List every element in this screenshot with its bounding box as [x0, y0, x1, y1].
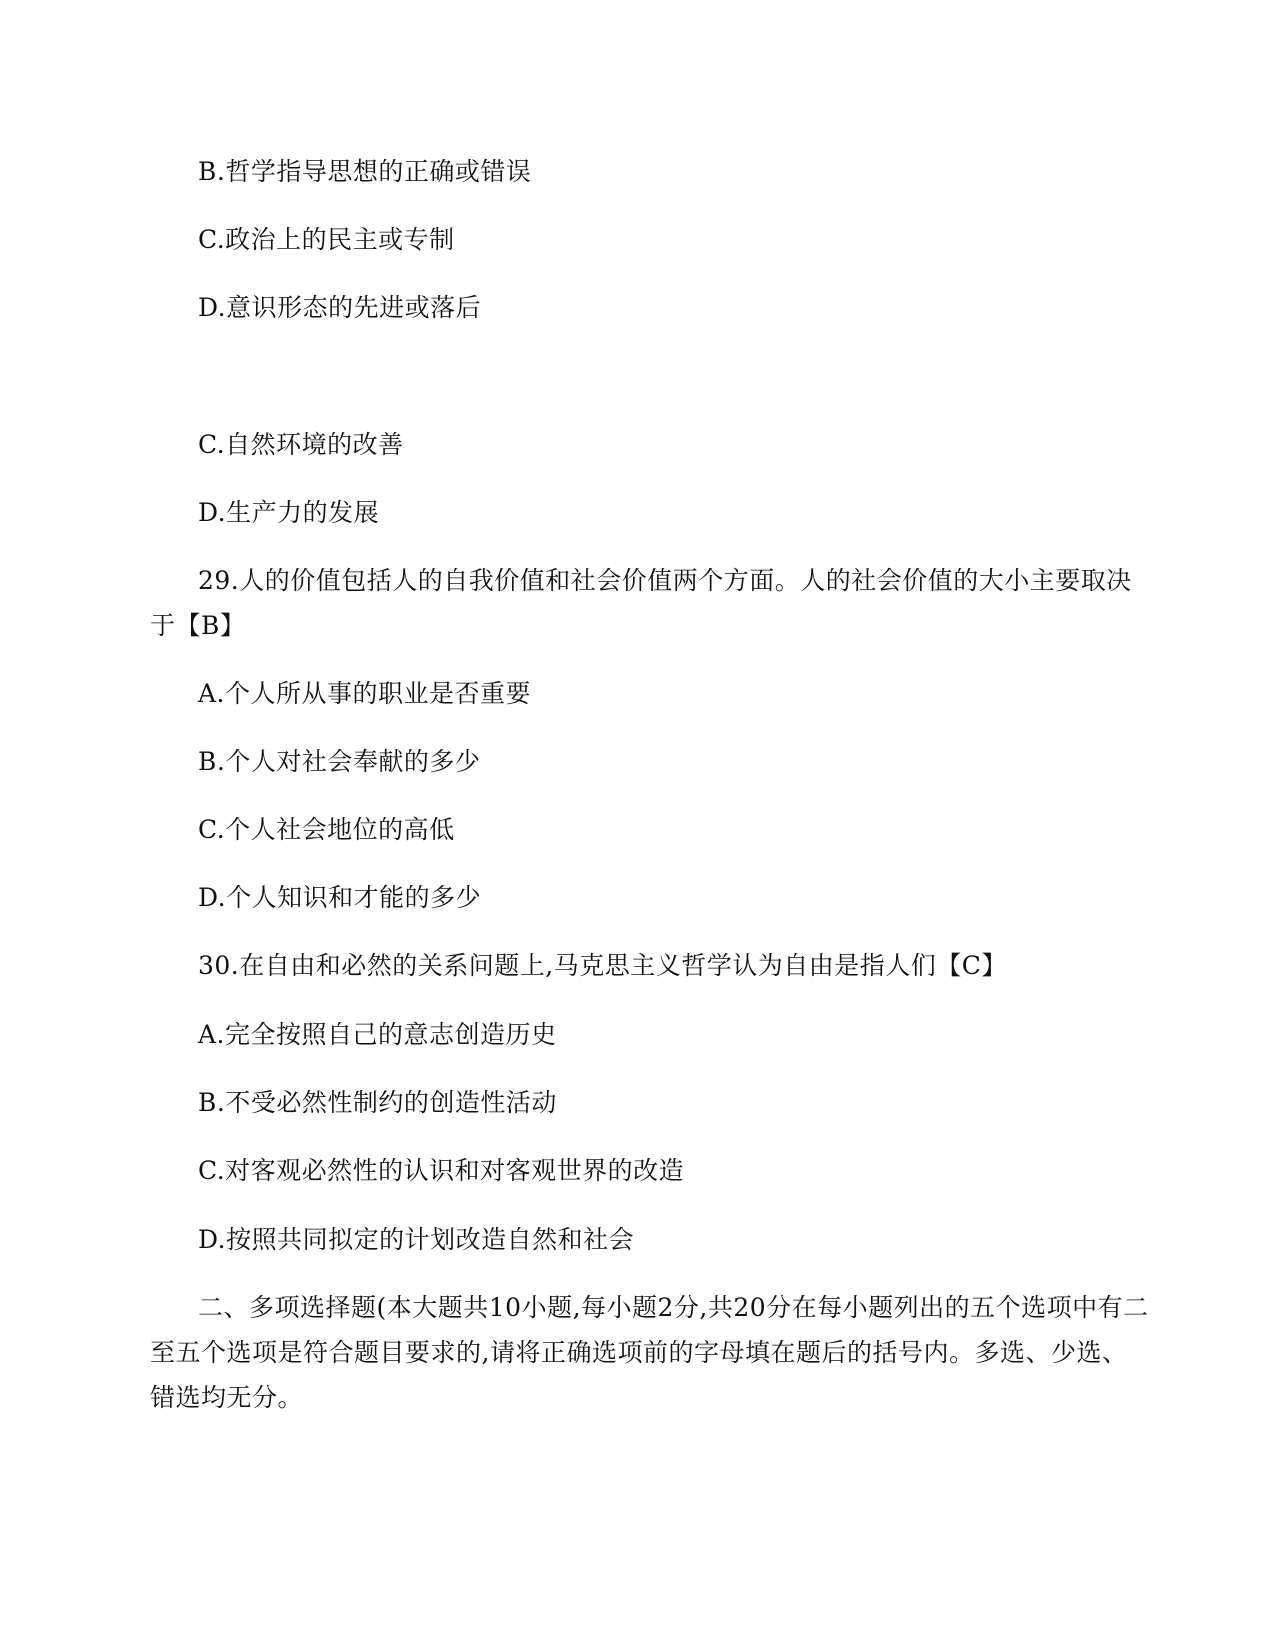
section2-intro-line-2: 至五个选项是符合题目要求的,请将正确选项前的字母填在题后的括号内。多选、少选、 [150, 1338, 1128, 1367]
q30-option-c: C.对客观必然性的认识和对客观世界的改造 [198, 1156, 685, 1185]
q29-option-a: A.个人所从事的职业是否重要 [198, 679, 532, 708]
q28-option-c: C.政治上的民主或专制 [198, 225, 455, 254]
q29-question-line-1: 29.人的价值包括人的自我价值和社会价值两个方面。人的社会价值的大小主要取决 [198, 566, 1132, 595]
section2-intro-line-1: 二、多项选择题(本大题共10小题,每小题2分,共20分在每小题列出的五个选项中有二 [198, 1293, 1149, 1322]
prev-option-c: C.自然环境的改善 [198, 430, 404, 459]
q30-option-b: B.不受必然性制约的创造性活动 [198, 1088, 557, 1117]
q30-option-a: A.完全按照自己的意志创造历史 [198, 1020, 557, 1049]
q29-question-line-2: 于【B】 [150, 611, 246, 640]
q28-option-d: D.意识形态的先进或落后 [198, 293, 482, 322]
section2-intro-line-3: 错选均无分。 [150, 1383, 304, 1412]
q29-option-d: D.个人知识和才能的多少 [198, 883, 482, 912]
q28-option-b: B.哲学指导思想的正确或错误 [198, 157, 532, 186]
q29-option-c: C.个人社会地位的高低 [198, 815, 455, 844]
q29-option-b: B.个人对社会奉献的多少 [198, 747, 481, 776]
prev-option-d: D.生产力的发展 [198, 498, 380, 527]
q30-question: 30.在自由和必然的关系问题上,马克思主义哲学认为自由是指人们【C】 [198, 951, 1007, 980]
q30-option-d: D.按照共同拟定的计划改造自然和社会 [198, 1225, 635, 1254]
